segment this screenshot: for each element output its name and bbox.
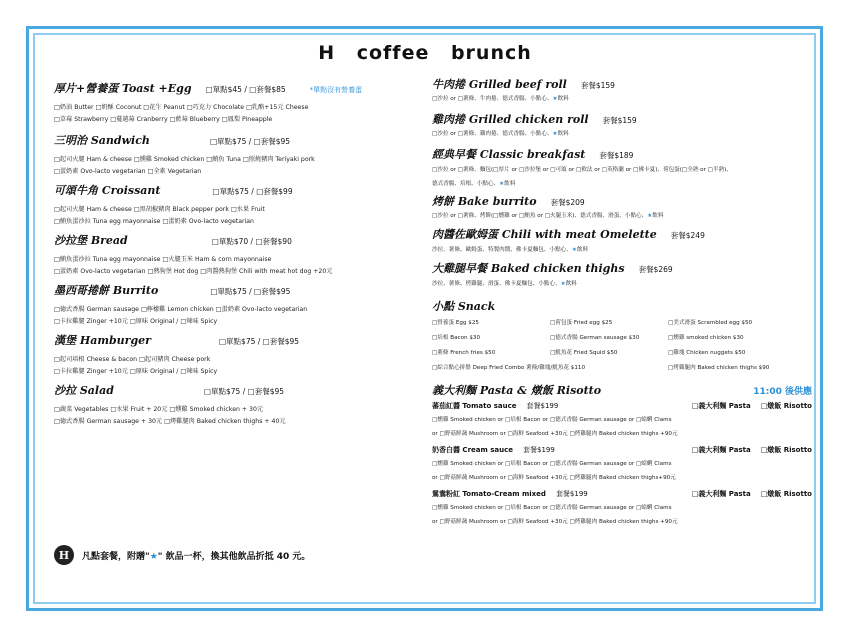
sauce-name: 奶香白醬 Cream sauce xyxy=(432,446,513,454)
right-column xyxy=(432,72,812,528)
snack-item: □烤雞腿肉 Baked chicken thighs $90 xyxy=(668,365,770,371)
item-line: □鮪魚蛋沙拉 Tuna egg mayonnaise □蛋奶素 Ovo-lacto vegetarian xyxy=(54,218,254,225)
section-price: □單點$45 / □套餐$85 xyxy=(205,85,286,94)
section-price: 套餐$269 xyxy=(638,265,673,274)
item-line: or □野菇鮮蔬 Mushroom or □海鮮 Seafood +30元 □烤雞腿肉 Baked chicken thighs+90元 xyxy=(432,475,676,481)
salad-header xyxy=(54,382,420,398)
footer-note: 凡點套餐，附贈"★" 飲品一杯，換其他飲品折抵 40 元。 xyxy=(82,551,311,562)
sauce-price: 套餐$199 xyxy=(526,402,559,410)
item-line: □鮪魚蛋沙拉 Tuna egg mayonnaise □火腿玉米 Ham & corn mayonnaise xyxy=(54,256,272,263)
item-line: 沙拉、薯條、歐姆蛋、特製肉醬、佛卡夏麵包、小點心、★飲料 xyxy=(432,247,589,253)
item-line: □燻雞 Smoked chicken or □培根 Bacon or □德式香腸 German sausage or □蛤蜊 Clams xyxy=(432,505,672,511)
footer xyxy=(54,545,310,565)
chicken-roll-header xyxy=(432,111,812,127)
snack-grid xyxy=(432,318,812,374)
pasta-option: □義大利麵 Pasta xyxy=(691,446,751,454)
beef-header xyxy=(432,76,812,92)
snack-item: □美式滑蛋 Scrambled egg $50 xyxy=(668,320,753,326)
section-price: 套餐$189 xyxy=(599,151,634,160)
pasta-option: □義大利麵 Pasta xyxy=(691,490,751,498)
section-title: 三明治 Sandwich xyxy=(54,134,150,147)
section-title: 牛肉捲 Grilled beef roll xyxy=(432,78,567,91)
section-title: 漢堡 Hamburger xyxy=(54,334,151,347)
sauce-name: 蕃茄紅醬 Tomato sauce xyxy=(432,402,517,410)
section-title: 可頌牛角 Croissant xyxy=(54,184,161,197)
section-price: □單點$75 / □套餐$95 xyxy=(218,337,300,346)
section-title: 烤餅 Bake burrito xyxy=(432,195,537,208)
section-price: □單點$75 / □套餐$95 xyxy=(209,137,291,146)
item-line: 德式香腸、培根、小點心、★飲料 xyxy=(432,181,516,187)
risotto-option: □燉飯 Risotto xyxy=(760,490,812,498)
section-price: □單點$75 / □套餐$95 xyxy=(210,287,291,296)
snack-item: □燻雞 smoked chicken $30 xyxy=(668,335,744,341)
hamburger-header xyxy=(54,332,420,348)
pasta-group xyxy=(432,401,812,411)
risotto-option: □燉飯 Risotto xyxy=(760,402,812,410)
section-title: 小點 Snack xyxy=(432,300,496,313)
item-line: □草莓 Strawberry □蔓越莓 Cranberry □藍莓 Blueberry □鳳梨 Pineapple xyxy=(54,116,273,123)
snack-item: □雞塊 Chicken nuggets $50 xyxy=(668,350,746,356)
left-column xyxy=(54,76,420,428)
snack-item: □培根 Bacon $30 xyxy=(432,335,481,341)
snack-header xyxy=(432,298,812,314)
section-price: 套餐$159 xyxy=(602,116,637,125)
section-title: 義大利麵 Pasta & 燉飯 Risotto xyxy=(432,384,602,397)
omelette-header xyxy=(432,226,812,242)
section-price: □單點$75 / □套餐$99 xyxy=(212,187,293,196)
section-title: 厚片+營養蛋 Toast +Egg xyxy=(54,82,192,95)
item-line: □蔬菜 Vegetables □水果 Fruit + 20元 □燻雞 Smoked chicken + 30元 xyxy=(54,406,264,413)
item-line: 沙拉、薯條、烤雞腿、滑蛋、佛卡夏麵包、小點心、★飲料 xyxy=(432,281,577,287)
item-line: □奶油 Butter □奶酥 Coconut □花生 Peanut □巧克力 Chocolate □乳酪+15元 Cheese xyxy=(54,104,309,111)
item-line: □沙拉 or □薯條、牛肉捲、德式香腸、小點心、★飲料 xyxy=(432,96,569,102)
bread-header xyxy=(54,232,420,248)
item-line: □起司火腿 Ham & cheese □黑胡椒豬肉 Black pepper pork □水果 Fruit xyxy=(54,206,265,213)
pasta-options xyxy=(682,445,812,455)
h-logo: H xyxy=(54,545,74,565)
snack-item: □德式香腸 German sausage $30 xyxy=(550,335,640,341)
item-line: □蛋奶素 Ovo-lacto vegetarian □全素 Vegetarian xyxy=(54,168,202,175)
section-title: 沙拉堡 Bread xyxy=(54,234,128,247)
pasta-options xyxy=(682,401,812,411)
serving-time: 11:00 後供應 xyxy=(753,387,812,397)
sandwich-header xyxy=(54,132,420,148)
sauce-name: 鴛鴦粉紅 Tomato-Cream mixed xyxy=(432,490,546,498)
toast-header xyxy=(54,80,420,96)
pasta-group xyxy=(432,489,812,499)
section-title: 肉醬佐歐姆蛋 Chili with meat Omelette xyxy=(432,228,657,241)
item-line: □燻雞 Smoked chicken or □培根 Bacon or □德式香腸 German sausage or □蛤蜊 Clams xyxy=(432,461,672,467)
item-line: □沙拉 or □薯條、雞肉捲、德式香腸、小點心、★飲料 xyxy=(432,131,569,137)
item-line: □起司火腿 Ham & cheese □燻雞 Smoked chicken □鮪魚 Tuna □照燒豬肉 Teriyaki pork xyxy=(54,156,315,163)
classic-header xyxy=(432,146,812,162)
snack-item: □綜合點心拼盤 Deep Fried Combo 薯條/雞塊/魷魚花 $110 xyxy=(432,365,586,371)
snack-item: □薯條 French fries $50 xyxy=(432,350,496,356)
snack-item: □魷魚花 Fried Squid $50 xyxy=(550,350,618,356)
item-line: □德式香腸 German sausage + 30元 □烤雞腿肉 Baked chicken thighs + 40元 xyxy=(54,418,286,425)
sauce-price: 套餐$199 xyxy=(555,490,588,498)
item-line: □卡拉雞腿 Zinger +10元 □原味 Original / □辣味 Spicy xyxy=(54,318,218,325)
item-line: □沙拉 or □薯條、烤餅(□燻雞 or □鮪魚 or □火腿玉米)、德式香腸、滑蛋、小點心、★飲料 xyxy=(432,213,664,219)
croissant-header xyxy=(54,182,420,198)
bake-burrito-header xyxy=(432,193,812,209)
section-title: 大雞腿早餐 Baked chicken thighs xyxy=(432,262,625,275)
section-price: 套餐$159 xyxy=(580,81,615,90)
item-line: □沙拉 or □薯條、麵包(□厚片 or □沙拉堡 or □可頌 or □軟法 or □英格蘭 or □佛卡夏)、荷包蛋(□全熟 or □半熟)、 xyxy=(432,167,732,173)
item-line: □蛋奶素 Ovo-lacto vegetarian □熱狗堡 Hot dog □肉醬熱狗堡 Chili with meat hot dog +20元 xyxy=(54,268,333,275)
item-line: or □野菇鮮蔬 Mushroom or □海鮮 Seafood +30元 □烤雞腿肉 Baked chicken thighs +90元 xyxy=(432,519,678,525)
section-title: 經典早餐 Classic breakfast xyxy=(432,148,586,161)
section-price: 套餐$209 xyxy=(550,198,585,207)
thighs-header xyxy=(432,260,812,276)
risotto-option: □燉飯 Risotto xyxy=(760,446,812,454)
item-line: □起司培根 Cheese & bacon □起司豬肉 Cheese pork xyxy=(54,356,211,363)
section-title: 沙拉 Salad xyxy=(54,384,114,397)
section-title: 墨西哥捲餅 Burrito xyxy=(54,284,159,297)
section-title: 雞肉捲 Grilled chicken roll xyxy=(432,113,589,126)
item-line: □燻雞 Smoked chicken or □培根 Bacon or □德式香腸 German sausage or □蛤蜊 Clams xyxy=(432,417,672,423)
section-price: 套餐$249 xyxy=(670,231,705,240)
burrito-header xyxy=(54,282,420,298)
pasta-header xyxy=(432,382,812,398)
item-line: or □野菇鮮蔬 Mushroom or □海鮮 Seafood +30元 □烤雞腿肉 Baked chicken thighs +90元 xyxy=(432,431,678,437)
menu-title: H coffee brunch xyxy=(318,42,532,64)
snack-item: □營養蛋 Egg $25 xyxy=(432,320,479,326)
section-price: □單點$75 / □套餐$95 xyxy=(203,387,285,396)
sauce-price: 套餐$199 xyxy=(523,446,555,454)
item-line: □德式香腸 German sausage □檸檬雞 Lemon chicken □蛋奶素 Ovo-lacto vegetarian xyxy=(54,306,308,313)
pasta-option: □義大利麵 Pasta xyxy=(691,402,751,410)
section-price: □單點$70 / □套餐$90 xyxy=(211,237,292,246)
note: *單點沒有營養蛋 xyxy=(309,86,363,94)
pasta-options xyxy=(682,489,812,499)
pasta-group xyxy=(432,445,812,455)
snack-item: □荷包蛋 Fried egg $25 xyxy=(550,320,613,326)
item-line: □卡拉雞腿 Zinger +10元 □原味 Original / □辣味 Spicy xyxy=(54,368,218,375)
